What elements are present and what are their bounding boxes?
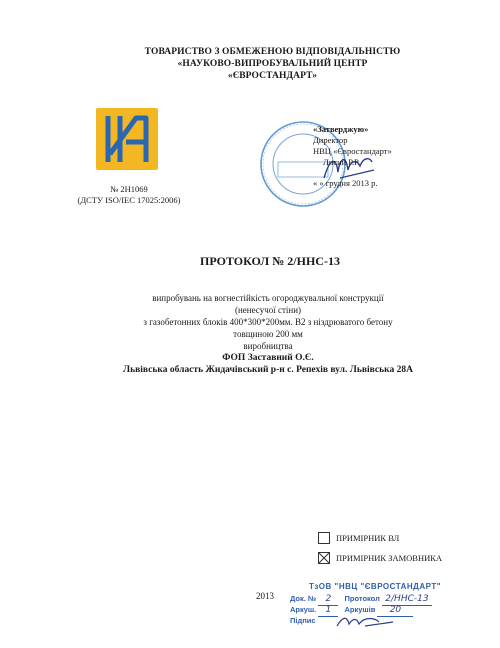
registration-signature-icon bbox=[335, 612, 395, 630]
center-logo-icon bbox=[96, 108, 158, 170]
checkbox-empty-icon[interactable] bbox=[318, 532, 330, 544]
description-line-5: виробництва bbox=[243, 341, 293, 351]
registration-header: ТзОВ "НВЦ "ЄВРОСТАНДАРТ" bbox=[308, 582, 442, 591]
sheet-value: 1 bbox=[318, 605, 338, 617]
description-line-2: (ненесучої стіни) bbox=[234, 305, 302, 315]
approval-name: Лисий Р.Р. bbox=[323, 157, 360, 167]
checkbox-checked-icon[interactable] bbox=[318, 552, 330, 564]
signature-label: Підпис bbox=[290, 616, 316, 625]
description-line-1: випробувань на вогнестійкість огороджувальної конструкції bbox=[152, 293, 384, 303]
organization-line-1: ТОВАРИСТВО З ОБМЕЖЕНОЮ ВІДПОВІДАЛЬНІСТЮ bbox=[144, 47, 401, 57]
description-line-3: з газобетонних блоків 400*300*200мм. В2 з ніздрюватого бетону bbox=[143, 317, 393, 327]
copy-label-customer: ПРИМІРНИК ЗАМОВНИКА bbox=[336, 553, 443, 563]
approval-label: «Затверджую» bbox=[313, 124, 369, 134]
approval-role: Директор bbox=[313, 135, 348, 145]
protocol-value: 2/ННС-13 bbox=[382, 594, 432, 606]
sheets-label: Аркушів bbox=[344, 605, 376, 614]
accreditation-standard: (ДСТУ ISO/IEC 17025:2006) bbox=[77, 195, 181, 205]
description-line-4: товщиною 200 мм bbox=[233, 329, 303, 339]
protocol-description bbox=[0, 292, 500, 376]
document-year: 2013 bbox=[256, 591, 274, 601]
copy-checkbox-vl[interactable] bbox=[318, 532, 399, 544]
approval-date: « » грудня 2013 р. bbox=[313, 178, 378, 188]
manufacturer-address: Львівська область Жидачівський р-н с. Репехів вул. Львівська 28А bbox=[123, 365, 413, 375]
sheet-label: Аркуш. bbox=[290, 605, 317, 614]
doc-number-value: 2 bbox=[318, 594, 338, 606]
doc-number-label: Док. № bbox=[290, 594, 317, 603]
organization-header bbox=[0, 46, 500, 82]
manufacturer-name: ФОП Заставний О.Є. bbox=[222, 353, 314, 363]
copy-checkbox-customer[interactable] bbox=[318, 552, 442, 564]
protocol-title: ПРОТОКОЛ № 2/ННС-13 bbox=[200, 254, 340, 268]
copy-label-vl: ПРИМІРНИК ВЛ bbox=[336, 533, 400, 543]
protocol-label: Протокол bbox=[344, 594, 380, 603]
organization-line-3: «ЄВРОСТАНДАРТ» bbox=[227, 71, 318, 81]
accreditation-block bbox=[64, 184, 194, 206]
sheets-value: 20 bbox=[377, 605, 413, 617]
organization-line-2: «НАУКОВО-ВИПРОБУВАЛЬНИЙ ЦЕНТР bbox=[177, 59, 368, 69]
accreditation-number: № 2Н1069 bbox=[110, 184, 148, 194]
approval-block bbox=[313, 124, 483, 189]
approval-org: НВЦ «Євростандарт» bbox=[313, 146, 392, 156]
